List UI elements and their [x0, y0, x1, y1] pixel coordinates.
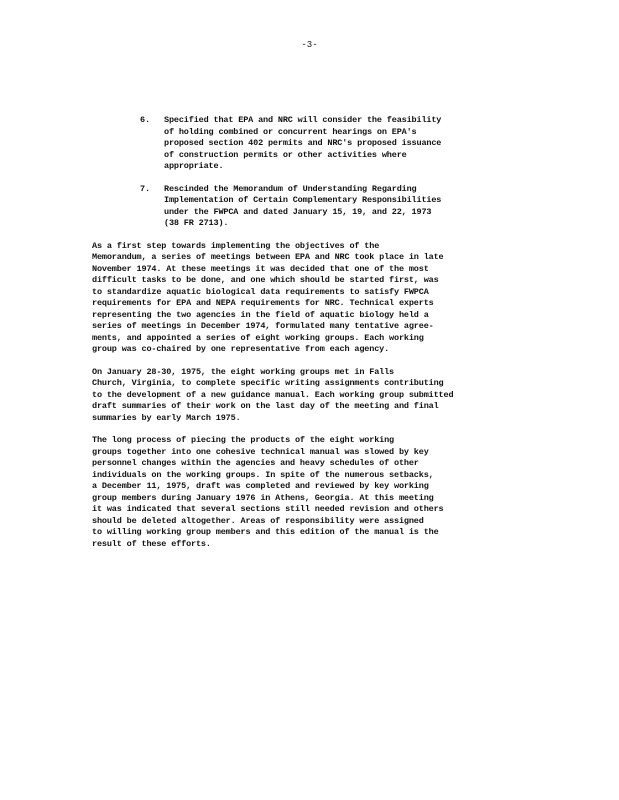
list-item-text: Rescinded the Memorandum of Understanding Regarding Implementation of Certain Complementary Responsibilities under the FWPCA and dated January 15, 19, and 22, 1973 (38 FR 2713).: [164, 183, 442, 228]
list-item: [92, 184, 512, 230]
paragraph-manual-process: The long process of piecing the products of the eight working groups together into one cohesive technical manual was slowed by key personnel changes within the agencies and heavy schedules of other individuals on the working groups. In spite of the numerous setbacks, a December 11, 1975, draft was completed and reviewed by key working group members during January 1976 in Athens, Georgia. At this meeting it was indicated that several sections still needed revision and others should be deleted altogether. Areas of responsibility were assigned to willing working group members and this edition of the manual is the result of these efforts.: [92, 435, 444, 549]
paragraph-falls-church-meeting: On January 28-30, 1975, the eight working groups met in Falls Church, Virginia, to complete specific writing assignments contributing to the development of a new guidance manual. Each working group submitted draft summaries of their work on the last day of the meeting and final summaries by early March 1975.: [92, 366, 454, 423]
document-body: [92, 115, 512, 550]
page-number: -3-: [301, 40, 318, 50]
paragraph-first-step: As a first step towards implementing the objectives of the Memorandum, a series of meetings between EPA and NRC took place in late November 1974. At these meetings it was decided that one of the most difficult tasks to be done, and one which should be started first, was to standardize aquatic biological data requirements to satisfy FWPCA requirements for EPA and NEPA requirements for NRC. Technical experts representing the two agencies in the field of aquatic biology held a series of meetings in December 1974, formulated many tentative agree- ments, and appointed a series of eight working groups. Each working group was co-chaired by one representative from each agency.: [92, 240, 444, 354]
list-item-number: 6.: [140, 115, 150, 125]
list-item-number: 7.: [140, 183, 150, 194]
list-item: [92, 115, 512, 173]
list-item-text: Specified that EPA and NRC will consider the feasibility of holding combined or concurrent hearings on EPA's proposed section 402 permits and NRC's proposed issuance of construction permits or other activities where appropriate.: [164, 115, 442, 171]
